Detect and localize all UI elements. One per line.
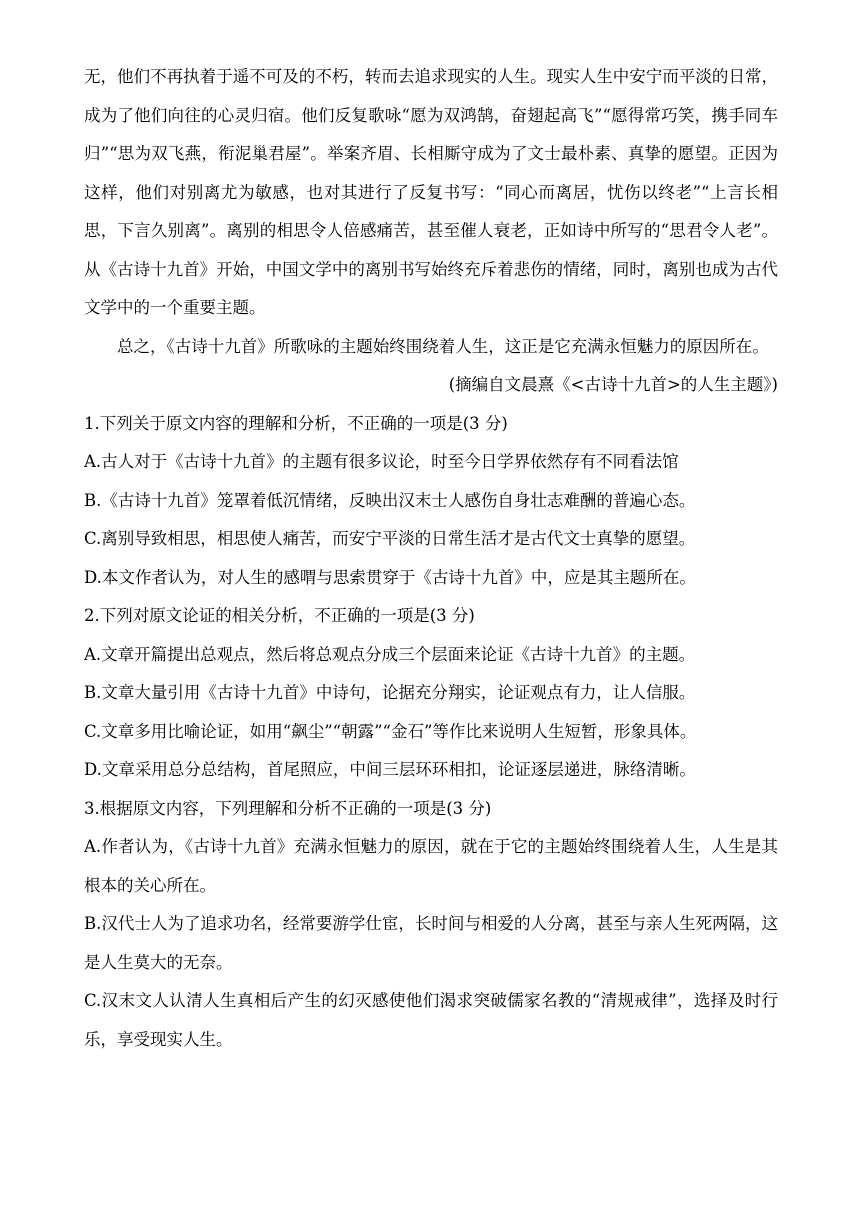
question-3 [84,790,778,1060]
body-paragraph-1: 无，他们不再执着于遥不可及的不朽，转而去追求现实的人生。现实人生中安宁而平淡的日常，成为了他们向往的心灵归宿。他们反复歌咏“愿为双鸿鹄，奋翅起高飞”“愿得常巧笑，携手同车归”“思为双飞燕，衔泥巢君屋”。举案齐眉、长相厮守成为了文士最朴素、真挚的愿望。正因为这样，他们对别离尤为敏感，也对其进行了反复书写：“同心而离居，忧伤以终老”“上言长相思，下言久别离”。离别的相思令人倍感痛苦，甚至催人衰老，正如诗中所写的“思君令人老”。从《古诗十九首》开始，中国文学中的离别书写始终充斥着悲伤的情绪，同时，离别也成为古代文学中的一个重要主题。 [84,67,778,317]
option-b: B.文章大量引用《古诗十九首》中诗句，论据充分翔实，论证观点有力，让人信服。 [84,683,696,702]
option-d: D.文章采用总分总结构，首尾照应，中间三层环环相扣，论证逐层递进，脉络清晰。 [84,760,696,779]
question-2 [84,597,778,790]
option-c: C.汉末文人认清人生真相后产生的幻灭感使他们渴求突破儒家名教的“清规戒律”，选择及时行乐，享受现实人生。 [84,991,778,1049]
option-b: B.《古诗十九首》笼罩着低沉情绪，反映出汉末士人感伤自身壮志难酬的普遍心态。 [84,490,696,510]
question-stem: 3.根据原文内容，下列理解和分析不正确的一项是(3 分) [84,798,492,818]
option-d: D.本文作者认为，对人生的感喟与思索贯穿于《古诗十九首》中，应是其主题所在。 [84,567,696,587]
option-a: A.作者认为，《古诗十九首》充满永恒魅力的原因，就在于它的主题始终围绕着人生，人生是其根本的关心所在。 [84,837,778,895]
question-stem: 1.下列关于原文内容的理解和分析，不正确的一项是(3 分) [84,413,508,433]
option-a: A.古人对于《古诗十九首》的主题有很多议论，时至今日学界依然存有不同看法馆 [84,452,679,471]
document-page [84,58,778,1059]
source-citation: (摘编自文晨熹《<古诗十九首>的人生主题》) [448,375,778,394]
option-c: C.文章多用比喻论证，如用“飙尘”“朝露”“金石”等作比来说明人生短暂，形象具体。 [84,721,697,741]
option-b: B.汉代士人为了追求功名，经常要游学仕宦，长时间与相爱的人分离，甚至与亲人生死两隔，这是人生莫大的无奈。 [84,914,778,972]
option-c: C.离别导致相思，相思使人痛苦，而安宁平淡的日常生活才是古代文士真挚的愿望。 [84,529,696,548]
body-paragraph-2: 总之，《古诗十九首》所歌咏的主题始终围绕着人生，这正是它充满永恒魅力的原因所在。 [117,336,769,356]
question-stem: 2.下列对原文论证的相关分析，不正确的一项是(3 分) [84,606,475,625]
option-a: A.文章开篇提出总观点，然后将总观点分成三个层面来论证《古诗十九首》的主题。 [84,644,696,664]
question-1 [84,405,778,598]
